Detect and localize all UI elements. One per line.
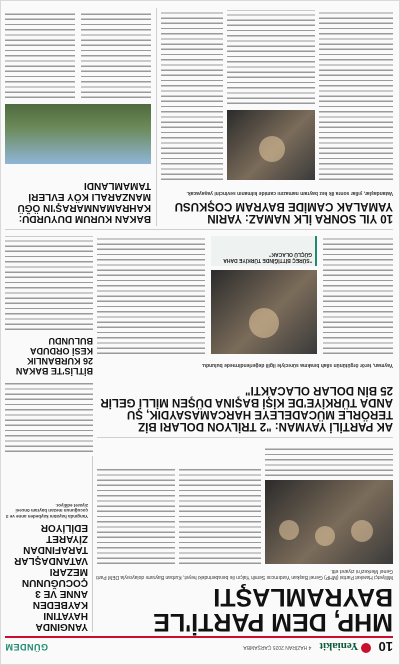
main-intro: Milliyetçi Hareket Partisi (MHP) Genel Başkan Yardımcısı Semih Yalçın ile beraberindeki heyet, Kurban Bayramı dolayısıyla DEM Parti Genel Merkezi'ni ziyaret etti. [96,568,393,580]
side-story-lead: Yangında hayatını kaybeden anne ve 3 çocuğunun mezarı bayram öncesi ziyaret ediliyor. [5,503,88,519]
masthead [5,636,393,656]
newspaper-logo [319,641,370,654]
issue-date: 4 HAZİRAN 2025 ÇARŞAMBA [243,644,312,650]
story-4-photo [5,104,151,164]
photo-figure [249,308,279,338]
main-story-column [97,468,175,564]
story-5-headline: BİTLİS'TE BAKAN 26 KURBANLIK KESİ ORDUDA BULUNDU [15,336,93,376]
photo-figure [259,136,285,162]
photo-figure [279,520,299,540]
story-2-photo [211,270,317,354]
logo-icon [361,644,371,654]
main-story-column [265,446,393,476]
photo-figure [351,520,373,542]
page-number: 10 [378,639,393,655]
side-story-headline: YANGINDA HAYATINI KAYBEDEN ANNE VE 3 ÇOCUĞUNUN MEZARI VATANDAŞLAR TARAFINDAN ZİYARET EDİLİYOR [14,522,88,632]
side-story-column [5,382,93,452]
story-3-headline: 10 YIL SONRA İLK NAMAZ: YARIN YAMALAK CAMİDE BAYRAM COŞKUSU [174,200,393,224]
section-label: GÜNDEM [5,642,48,652]
story-3-column [227,10,315,104]
section-divider [5,229,393,230]
story-5-column [5,236,93,330]
story-3-column [161,10,223,180]
side-story [5,456,93,632]
main-headline: MHP, DEM PARTİ'LE BAYRAMLAŞTI [153,583,393,636]
pull-quote: "SÜREÇ BİTTİĞİNDE TÜRKİYE DAHA GÜÇLÜ OLACAK" [211,236,317,266]
column-divider [156,8,157,226]
story-4-headline: BAKAN KURUM DUYURDU: KAHRAMANMARAŞ'IN ÖĞÜ MANZARALI KÖY EVLERİ TAMAMLANDI [17,180,151,224]
story-2-column [97,236,205,354]
story-4-column [5,10,75,98]
story-2-column [323,236,393,354]
main-story-column [179,468,261,564]
photo-figure [315,526,335,546]
story-2-lead: Yayman, terör örgütünün silah bırakma süreciyle ilgili değerlendirmede bulundu. [201,362,393,368]
story-2-headline: AK PARTİLİ YAYMAN: "2 TRİLYON DOLARI BİZ TERÖRLE MÜCADELEYE HARCAMASAYDIK, ŞU ANDA TÜRKİYE'DE KİŞİ BAŞINA DÜŞEN MİLLİ GELİR 25 BİN DOLAR OLACAKTI" [100,384,393,432]
story-3-column [319,10,393,180]
logo-text: Yeniakit [319,640,359,653]
section-divider [97,437,393,438]
story-3-lead: Vatandaşlar, yıllar sonra ilk kez bayram namazını camide kılmanın sevincini yaşayacak. [186,190,393,196]
story-3-photo [227,110,315,180]
story-4-column [81,10,151,98]
main-story-photo [265,480,393,564]
